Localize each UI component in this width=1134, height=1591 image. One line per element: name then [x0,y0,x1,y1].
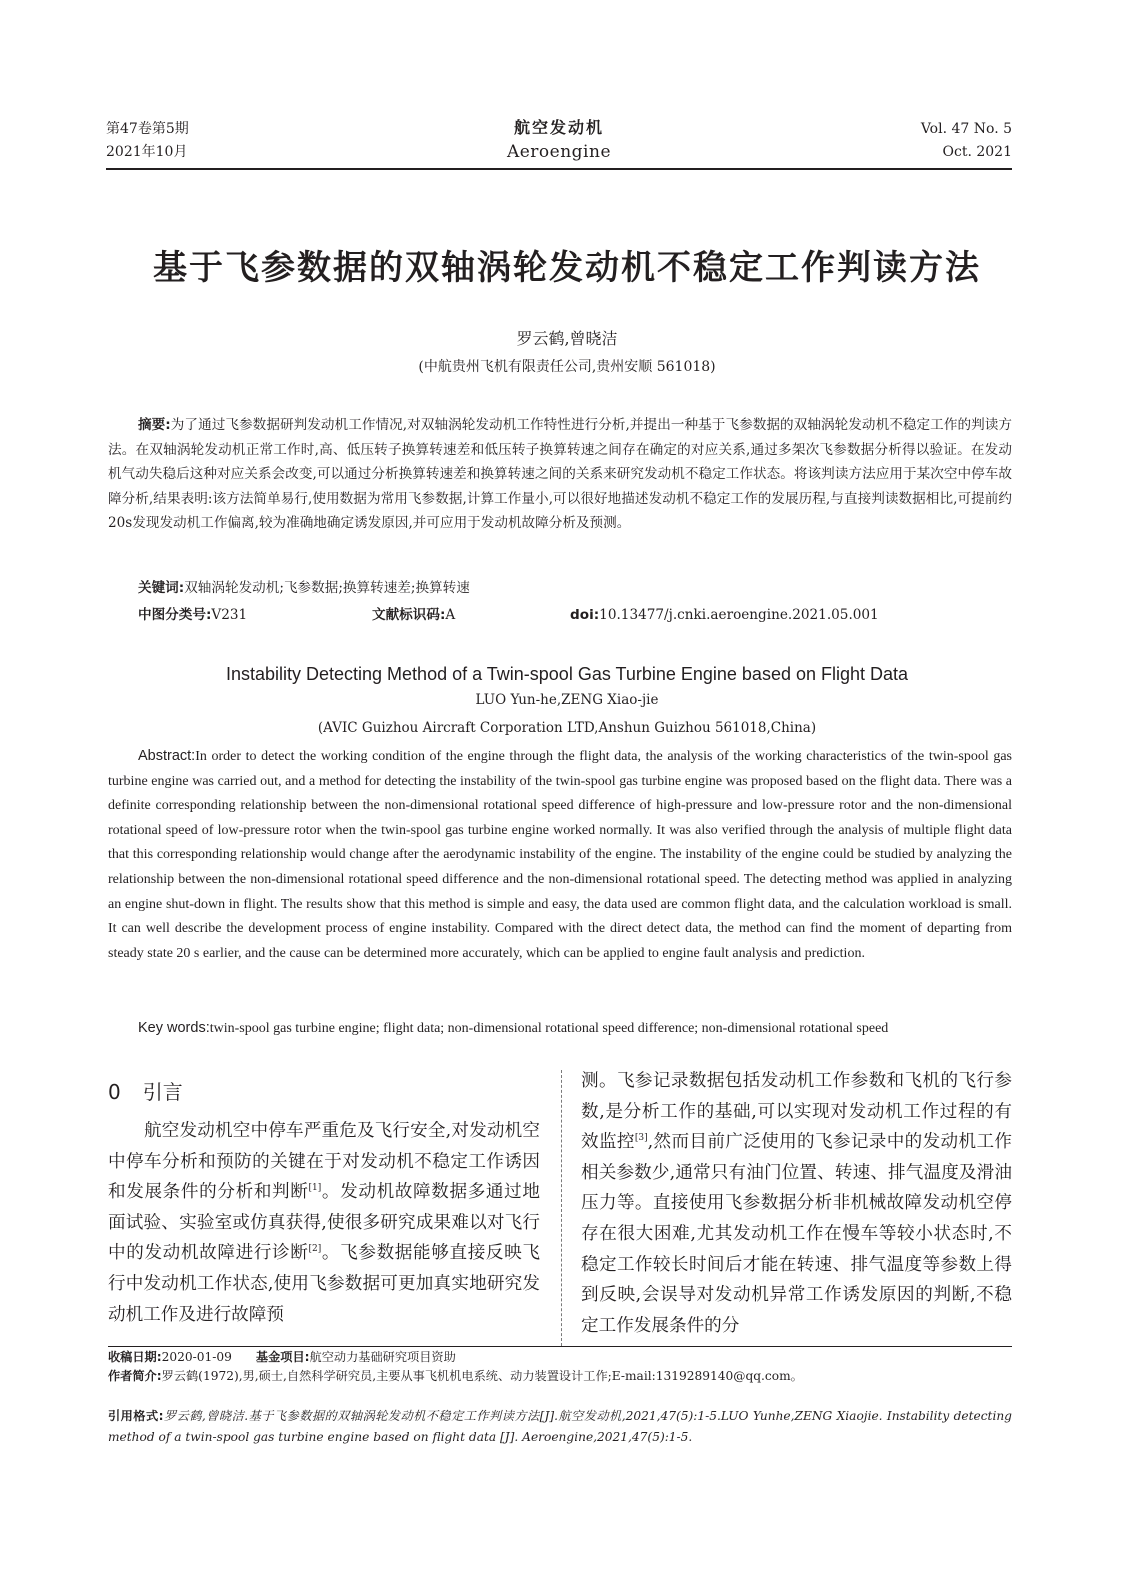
doi-label: doi: [570,607,600,623]
volume-issue-cn: 第47卷第5期 [106,121,189,137]
keywords-cn-text: 双轴涡轮发动机;飞参数据;换算转速差;换算转速 [184,580,470,596]
date-cn: 2021年10月 [106,144,188,160]
abstract-en-label: Abstract: [138,748,196,764]
document-code [372,603,455,627]
fund-value: 航空动力基础研究项目资助 [309,1350,456,1364]
authors-cn: 罗云鹤,曾晓洁 [516,329,618,348]
clc-value: V231 [211,607,248,623]
affiliation-en: (AVIC Guizhou Aircraft Corporation LTD,Anshun Guizhou 561018,China) [317,720,817,736]
body-text-left-b: 。发动机故障数据多通过地面试验、实验室或仿真获得,使很多研究成果难以对飞行中的发动机故障进行诊断 [108,1182,540,1264]
column-divider [561,1070,562,1346]
body-text-left-c: 。飞参数据能够直接反映飞行中发动机工作状态,使用飞参数据可更加真实地研究发动机工作及进行故障预 [108,1243,540,1325]
abstract-cn-label: 摘要: [138,417,171,433]
keywords-cn [138,576,470,600]
citation-text: 罗云鹤,曾晓洁.基于飞参数据的双轴涡轮发动机不稳定工作判读方法[J].航空发动机,2021,47(5):1-5.LUO Yunhe,ZENG Xiaojie. Instability detecting method of a twin-spool gas turbine engine based on flight data [J]. Aeroengine,2021,47(5):1-5. [108,1409,1012,1444]
doc-code-value: A [445,607,456,623]
body-text-right-b: ,然而目前广泛使用的飞参记录中的发动机工作相关参数少,通常只有油门位置、转速、排气温度及滑油压力等。直接使用飞参数据分析非机械故障发动机空停存在很大困难,尤其发动机工作在慢车等较小状态时,不稳定工作较长时间后才能在转速、排气温度等参数上得到反映,会误导对发动机异常工作诱发原因的判断,不稳定工作发展条件的分 [581,1132,1012,1336]
received-label: 收稿日期: [108,1350,162,1364]
body-text-right-a: 测。飞参记录数据包括发动机工作参数和飞机的飞行参数,是分析工作的基础,可以实现对发动机工作过程的有效监控 [581,1071,1012,1153]
volume-issue-en [921,118,1012,164]
abstract-en-text: In order to detect the working condition of the engine through the flight data, the analysis of the working characteristics of the twin-spool gas turbine engine was carried out, and a method for detecting the instability of the twin-spool gas turbine engine was proposed based on the flight data. There was a definite corresponding relationship between the non-dimensional rotational speed difference of high-pressure and low-pressure rotor and the non-dimensional rotational speed of low-pressure rotor when the twin-spool gas turbine engine worked normally. It was also verified through the analysis of multiple flight data that this corresponding relationship would change after the aerodynamic instability of the engine. The instability of the engine could be studied by analyzing the relationship between the non-dimensional rotational speed difference and the non-dimensional rotational speed. The detecting method was applied in analyzing an engine shut-down in flight. The results show that this method is simple and easy, the data used are common flight data, and the calculation workload is small. It can well describe the development process of engine instability. Compared with the direct detect data, the method can find the moment of departing from steady state 20 s earlier, and the cause can be determined more accurately, which can be applied to engine fault analysis and prediction. [108,749,1012,961]
keywords-en-text: twin-spool gas turbine engine; flight data; non-dimensional rotational speed difference; non-dimensional rotational speed [209,1021,889,1036]
keywords-en [108,1016,1012,1041]
affiliation-cn: (中航贵州飞机有限责任公司,贵州安顺 561018) [418,359,716,375]
journal-name-cn: 航空发动机 [513,118,604,137]
classification-row [138,603,1012,627]
body-paragraph-left [108,1116,540,1330]
authors-en: LUO Yun-he,ZENG Xiao-jie [475,692,659,708]
footnote-author-bio [108,1366,1012,1386]
body-column-right [581,1066,1012,1341]
body-paragraph-right [581,1066,1012,1341]
fund-label: 基金项目: [255,1350,310,1364]
paper-title-cn: 基于飞参数据的双轴涡轮发动机不稳定工作判读方法 [153,248,981,288]
header-rule [106,168,1012,170]
section-heading [108,1066,540,1116]
doc-code-label: 文献标识码: [372,607,446,623]
journal-name [106,116,1012,164]
citation-ref-3[interactable]: [3] [634,1133,648,1144]
citation-ref-1[interactable]: [1] [308,1183,322,1194]
bio-label: 作者简介: [108,1369,162,1383]
paper-title-en: Instability Detecting Method of a Twin-spool Gas Turbine Engine based on Flight Data [225,664,909,684]
bio-value: 罗云鹤(1972),男,硕士,自然科学研究员,主要从事飞机机电系统、动力装置设计工作;E-mail:1319289140@qq.com。 [161,1369,803,1383]
clc-number [138,603,247,627]
section-number: 0 [108,1080,121,1104]
abstract-cn-text: 为了通过飞参数据研判发动机工作情况,对双轴涡轮发动机工作特性进行分析,并提出一种基于飞参数据的双轴涡轮发动机不稳定工作的判读方法。在双轴涡轮发动机正常工作时,高、低压转子换算转速差和低压转子换算转速之间存在确定的对应关系,通过多架次飞参数据分析得以验证。在发动机气动失稳后这种对应关系会改变,可以通过分析换算转速差和换算转速之间的关系来研究发动机不稳定工作状态。将该判读方法应用于某次空中停车故障分析,结果表明:该方法简单易行,使用数据为常用飞参数据,计算工作量小,可以很好地描述发动机不稳定工作的发展历程,与直接判读数据相比,可提前约20s发现发动机工作偏离,较为准确地确定诱发原因,并可应用于发动机故障分析及预测。 [108,417,1012,531]
received-value: 2020-01-09 [161,1350,232,1364]
keywords-cn-label: 关键词: [138,580,185,596]
citation-ref-2[interactable]: [2] [308,1244,322,1255]
section-title: 引言 [142,1080,183,1104]
running-header [106,116,1012,172]
citation-label: 引用格式: [108,1409,164,1423]
body-column-left [108,1066,540,1330]
body-text-left-a: 航空发动机空中停车严重危及飞行安全,对发动机空中停车分析和预防的关键在于对发动机不稳定工作诱因和发展条件的分析和判断 [108,1121,540,1203]
journal-name-en: Aeroengine [506,142,612,162]
citation-format [108,1406,1012,1447]
keywords-en-label: Key words: [138,1020,210,1036]
date-en: Oct. 2021 [942,144,1012,160]
abstract-en [108,744,1012,966]
clc-label: 中图分类号: [138,607,212,623]
doi [570,603,879,627]
abstract-cn [108,413,1012,536]
volume-number-en: Vol. 47 No. 5 [920,121,1012,137]
doi-value: 10.13477/j.cnki.aeroengine.2021.05.001 [599,607,879,623]
footnote-received-fund [108,1347,1012,1367]
